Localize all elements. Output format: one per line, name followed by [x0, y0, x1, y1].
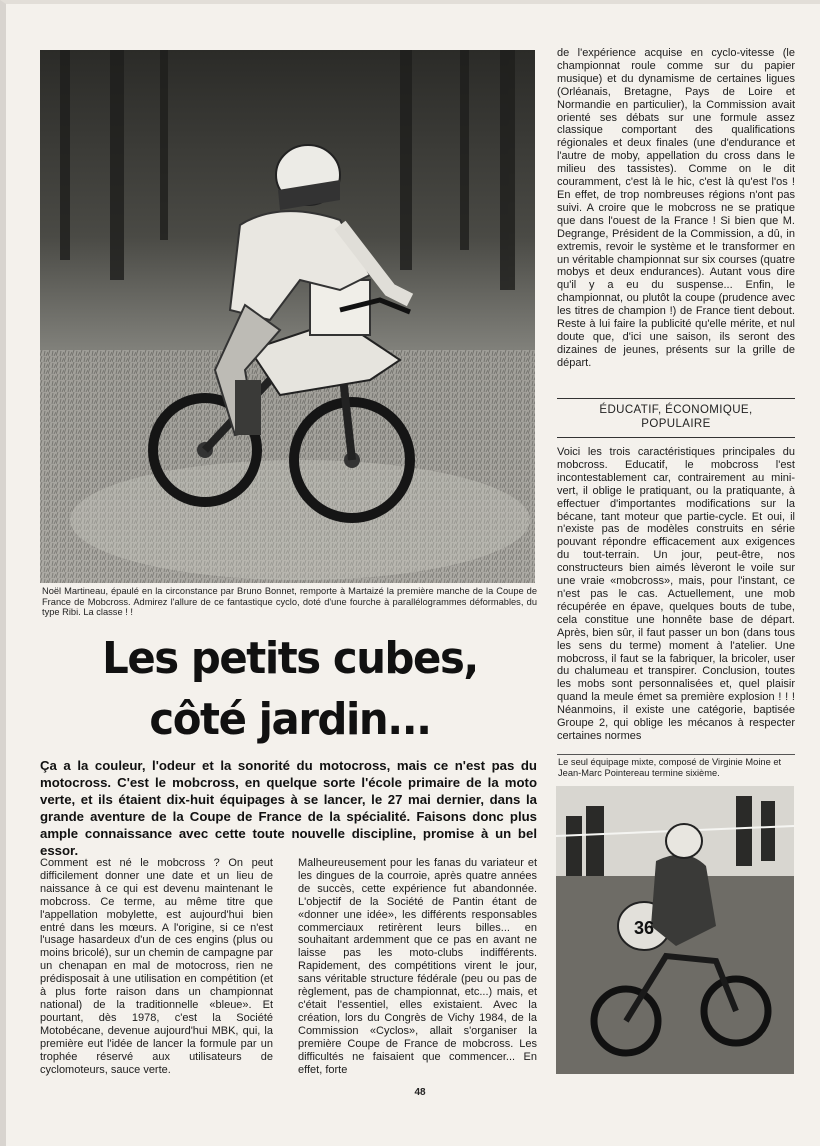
headline-line-1: Les petits cubes,	[102, 633, 478, 684]
body-column-3: de l'expérience acquise en cyclo-vitesse (le championnat roule comme sur du papier musique) et du dynamisme de certaines ligues (Orléanais, Bretagne, Pays de Loire et Normandie en particulier), la Commission avait orienté ses débats sur une formule assez classique comportant des qualifications régionales et deux finales (une d'endurance et l'autre de moby, appellation du cross dans le milieu des tassistes). Comme on le dit couramment, c'est là le hic, c'est là qu'est l'os ! En effet, de trop nombreuses régions n'ont pas suivi. A croire que le mobcross ne se pratique que dans l'ouest de la France ! Si bien que M. Degrange, Président de la Commission, a dû, in extremis, revoir le système et le transformer en un véritable championnat sur six courses (quatre mobys et deux endurances). Autant vous dire qu'il y a eu du suspense... Enfin, le championnat, ou plutôt la coupe (prudence avec les titres de champion !) de France tient debout. Reste à lui faire la publicité qu'elle mérite, et nul doute que, d'ici une saison, ils seront des dizaines de jeunes, présents sur la grille de départ.	[557, 47, 795, 369]
caption-rule	[557, 754, 795, 755]
body-column-2: Malheureusement pour les fanas du variateur et les dingues de la courroie, après quatre années de succès, cette expérience fut abandonnée. L'objectif de la Société de Pantin étant de «donner une idée», les différents responsables commerciaux retirèrent leurs billes... en souhaitant ardemment que ce pas en avant ne laisse pas les moto-clubs indifférents. Rapidement, des compétitions virent le jour, sans véritable structure fédérale (peu ou pas de règlement, pas de championnat, etc...) mais, et c'était l'essentiel, elles existaient. Avec la création, lors du Congrès de Vichy 1984, de la Commission «Cyclos», allait s'organiser la première Coupe de France de mobcross. Les difficultés ne faisaient que commencer... En effet, forte	[298, 857, 537, 1076]
section-heading-line-2: POPULAIRE	[641, 418, 711, 430]
main-photo	[40, 50, 535, 583]
lede-paragraph: Ça a la couleur, l'odeur et la sonorité du motocross, mais ce n'est pas du motocross. C'est le mobcross, en quelque sorte l'école primaire de la moto verte, et ils étaient dix-huit équipages à se lancer, le 27 mai dernier, dans la grande aventure de la Coupe de France de la spécialité. Faisons donc plus ample connaissance avec cette toute nouvelle discipline, promise à un bel essor.	[40, 758, 537, 858]
main-photo-caption: Noël Martineau, épaulé en la circonstance par Bruno Bonnet, remporte à Martaizé la première manche de la Coupe de France de Mobcross. Admirez l'allure de ce fantastique cyclo, doté d'une fourche à parallélogrammes déformables, du type Ribi. La classe ! !	[42, 586, 537, 618]
small-photo-caption: Le seul équipage mixte, composé de Virginie Moine et Jean-Marc Pointereau termine sixième.	[558, 757, 782, 778]
body-column-1: Comment est né le mobcross ? On peut difficilement donner une date et un lieu de naissance à ce qui est devenu maintenant le mobcross. Ce terme, au même titre que l'appellation mobylette, est aujourd'hui bien entré dans les mœurs. A l'origine, si ce n'est l'usage hasardeux d'un de ces engins (plus ou moins bricolé), sur un chemin de campagne par un chenapan en mal de motocross, rien ne prédisposait à une utilisation en compétition (et à plus forte raison dans un championnat national) de la traditionnelle «bleue». Et pourtant, dès 1978, c'est la Société Motobécane, devenue aujourd'hui MBK, qui, la première eut l'idée de lancer la formule par un trophée réservé aux utilisateurs de cyclomoteurs, sauce verte.	[40, 857, 273, 1076]
section-heading	[557, 403, 795, 431]
section-rule-bottom	[557, 437, 795, 438]
page-number: 48	[414, 1087, 426, 1098]
number-plate: 36	[633, 918, 655, 938]
section-rule-top	[557, 398, 795, 399]
small-photo	[556, 786, 794, 1074]
headline-line-2: côté jardin...	[149, 694, 431, 745]
main-photo-illustration	[40, 50, 535, 583]
small-photo-illustration	[556, 786, 794, 1074]
section-heading-line-1: ÉDUCATIF, ÉCONOMIQUE,	[599, 404, 753, 416]
body-column-4: Voici les trois caractéristiques principales du mobcross. Educatif, le mobcross l'est incontestablement car, contrairement au mini-vert, il oblige le pratiquant, ou la pratiquante, à effectuer d'importantes modifications sur la bécane, tant moteur que partie-cycle. Et oui, il n'existe pas de modèles construits en série pouvant répondre efficacement aux exigences du tout-terrain. Un jour, peut-être, nos constructeurs bien aimés lèveront le voile sur une vraie «mobcross», mais, pour l'instant, ce n'est pas le cas. Actuellement, une mob récupérée en épave, quelques bouts de tube, cela constitue une honnête base de départ. Après, bien sûr, il faut passer un bon (dans tous les sens du terme) moment à l'atelier. Une mobcross, il faut se la fabriquer, la bricoler, user du chalumeau et transpirer. Conclusion, toutes les mobs sont personnalisées et, quel plaisir quand la meule émet sa première explosion ! ! ! Néanmoins, il existe une catégorie, baptisée Groupe 2, qui oblige les mécanos à respecter certaines normes	[557, 446, 795, 742]
